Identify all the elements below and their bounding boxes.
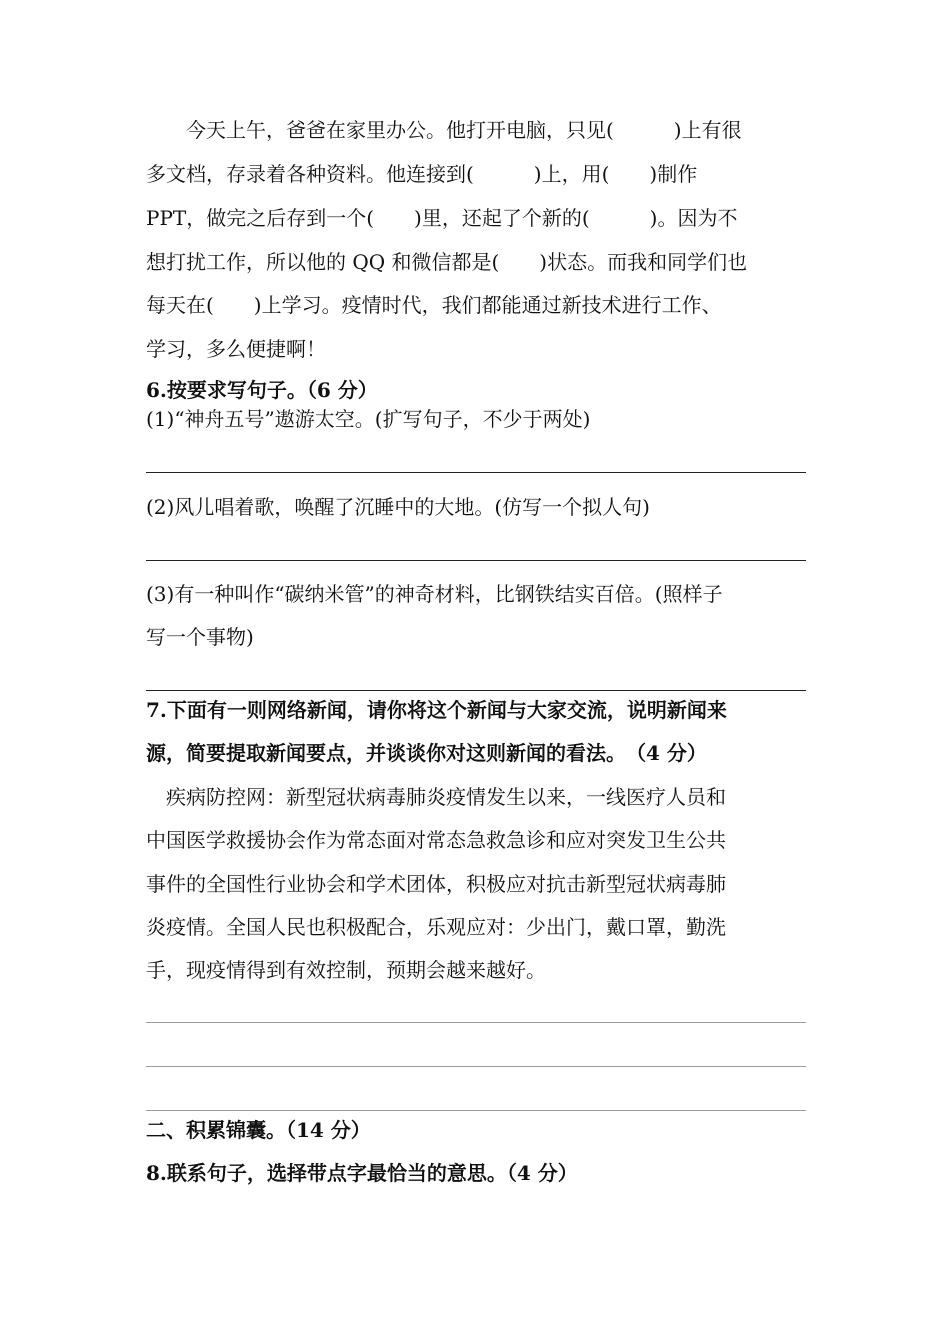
answer-line[interactable]	[146, 1066, 806, 1067]
q6-heading: 6.按要求写句子。（6 分）	[146, 378, 378, 402]
passage-line: 想打扰工作，所以他的 QQ 和微信都是( )状态。而我和同学们也	[146, 250, 748, 274]
answer-line[interactable]	[146, 1022, 806, 1023]
answer-line[interactable]	[146, 1110, 806, 1111]
answer-line[interactable]	[146, 560, 806, 561]
q7-heading: 7.下面有一则网络新闻，请你将这个新闻与大家交流，说明新闻来	[146, 698, 727, 722]
q7-heading-cont: 源，简要提取新闻要点，并谈谈你对这则新闻的看法。 （4 分）	[146, 741, 707, 765]
passage-line: PPT，做完之后存到一个( )里，还起了个新的( )。因为不	[146, 206, 738, 230]
q6-item-3-cont: 写一个事物)	[146, 625, 254, 649]
passage-line: 多文档，存录着各种资料。他连接到( )上，用( )制作	[146, 162, 698, 186]
passage-line: 今天上午，爸爸在家里办公。他打开电脑，只见( )上有很	[146, 118, 742, 142]
q6-item-2: (2)风儿唱着歌，唤醒了沉睡中的大地。(仿写一个拟人句)	[146, 495, 650, 519]
news-line: 事件的全国性行业协会和学术团体，积极应对抗击新型冠状病毒肺	[146, 872, 726, 896]
news-line: 中国医学救援协会作为常态面对常态急救急诊和应对突发卫生公共	[146, 828, 726, 852]
q8-heading: 8.联系句子，选择带点字最恰当的意思。（4 分）	[146, 1161, 578, 1185]
news-line: 疾病防控网：新型冠状病毒肺炎疫情发生以来，一线医疗人员和	[146, 785, 726, 809]
passage-line: 每天在( )上学习。疫情时代，我们都能通过新技术进行工作、	[146, 293, 722, 317]
news-line: 手，现疫情得到有效控制，预期会越来越好。	[146, 958, 546, 982]
q6-item-3: (3)有一种叫作“碳纳米管”的神奇材料，比钢铁结实百倍。(照样子	[146, 582, 723, 606]
answer-line[interactable]	[146, 472, 806, 473]
news-line: 炎疫情。全国人民也积极配合，乐观应对：少出门，戴口罩，勤洗	[146, 915, 726, 939]
passage-line: 学习，多么便捷啊！	[146, 337, 326, 361]
q6-item-1: (1)“神舟五号”遨游太空。(扩写句子，不少于两处)	[146, 407, 591, 431]
section-2-heading: 二、积累锦囊。（14 分）	[146, 1118, 371, 1142]
answer-line[interactable]	[146, 690, 806, 691]
